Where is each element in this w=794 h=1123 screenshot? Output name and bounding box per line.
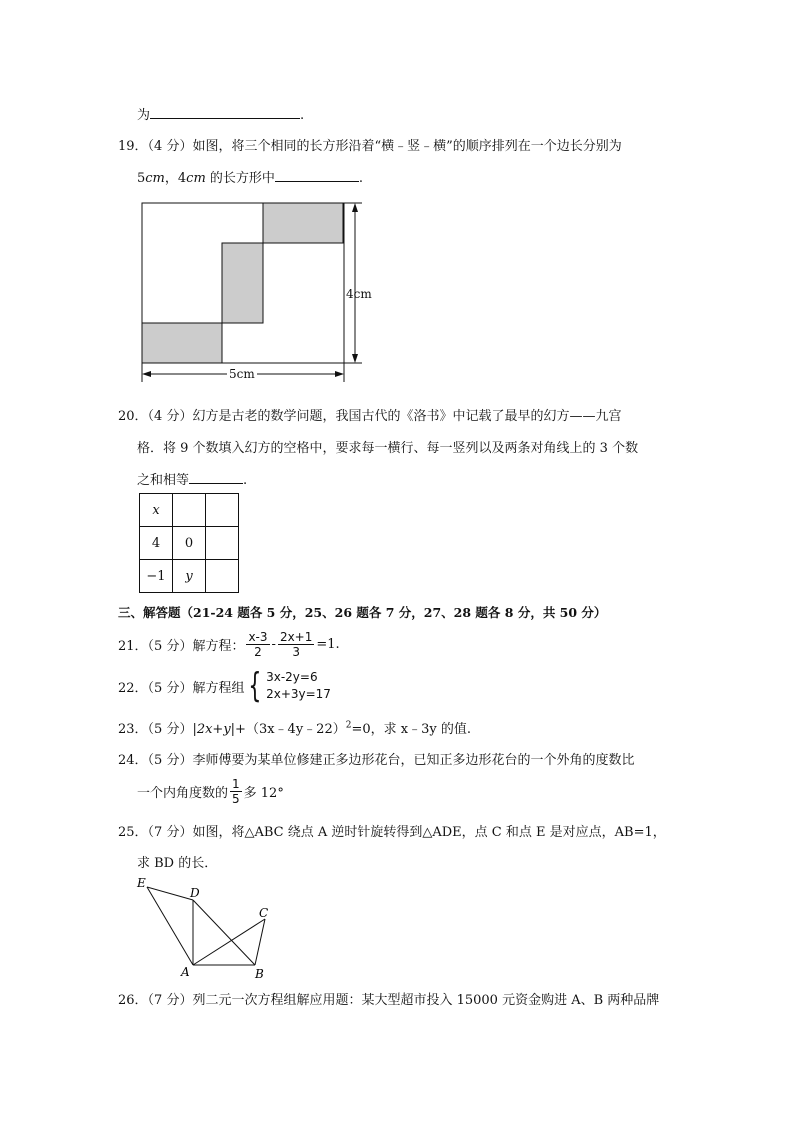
grid-cell: −1 xyxy=(140,560,173,593)
grid-cell: 4 xyxy=(140,527,173,560)
grid-cell: 0 xyxy=(173,527,206,560)
q20-line3: 之和相等 . xyxy=(137,473,248,488)
section-title: 三、解答题（21-24 题各 5 分，25、26 题各 7 分，27、28 题各 8 分，共 50 分） xyxy=(118,605,607,620)
q21: 21．（5 分）解方程： $\frac{x-3}{2}$ - $\frac{2x+1}{3}$ =1. xyxy=(118,630,340,659)
q24-line2: 一个内角度数的 $\frac{1}{5}$ 多 12° xyxy=(137,777,284,806)
fraction: $\frac{1}{5}$ xyxy=(232,777,240,806)
segment-CB xyxy=(255,919,265,965)
q20-line2: 格．将 9 个数填入幻方的空格中，要求每一横行、每一竖列以及两条对角线上的 3 个数 xyxy=(137,441,639,456)
segment-DB xyxy=(193,900,255,965)
fraction: $\frac{2x+1}{3}$ xyxy=(279,630,313,659)
grid-cell: y xyxy=(173,560,206,593)
equation-system: { 3x-2y=6 2x+3y=17 xyxy=(248,666,331,706)
q24-line1: 24．（5 分）李师傅要为某单位修建正多边形花台，已知正多边形花台的一个外角的度数比 xyxy=(118,753,635,768)
q19-line2: 5cm，4cm 的长方形中 . xyxy=(137,171,364,186)
height-label: 4cm xyxy=(346,287,372,301)
width-label: 5cm xyxy=(229,367,255,381)
fraction: $\frac{x-3}{2}$ xyxy=(248,630,268,659)
q20-line1: 20．（4 分）幻方是古老的数学问题，我国古代的《洛书》中记载了最早的幻方——九宫 xyxy=(118,409,622,424)
q18-tail: 为 . xyxy=(137,108,305,123)
q25-line2: 求 BD 的长． xyxy=(137,856,218,871)
q26-line1: 26．（7 分）列二元一次方程组解应用题：某大型超市投入 15000 元资金购进 A、B 两种品牌 xyxy=(118,993,660,1008)
grid-cell: x xyxy=(140,494,173,527)
label-C: C xyxy=(259,906,269,920)
segment-EA xyxy=(147,887,193,965)
label-B: B xyxy=(255,967,264,981)
label-D: D xyxy=(190,886,200,900)
q25-line1: 25．（7 分）如图，将△ABC 绕点 A 逆时针旋转得到△ADE，点 C 和点 E 是对应点，AB=1， xyxy=(118,825,666,840)
label-A: A xyxy=(181,965,190,979)
q22: 22．（5 分）解方程组 { 3x-2y=6 2x+3y=17 xyxy=(118,666,331,706)
label-E: E xyxy=(137,876,146,890)
q19-header: 19．（4 分）如图，将三个相同的长方形沿着“横﹣竖﹣横”的顺序排列在一个边长分别为 xyxy=(118,139,622,154)
q23: 23．（5 分）|2x+y|+（3x﹣4y﹣22）$^2$=0，求 x﹣3y 的值. xyxy=(118,720,471,737)
segment-AC xyxy=(193,919,265,965)
